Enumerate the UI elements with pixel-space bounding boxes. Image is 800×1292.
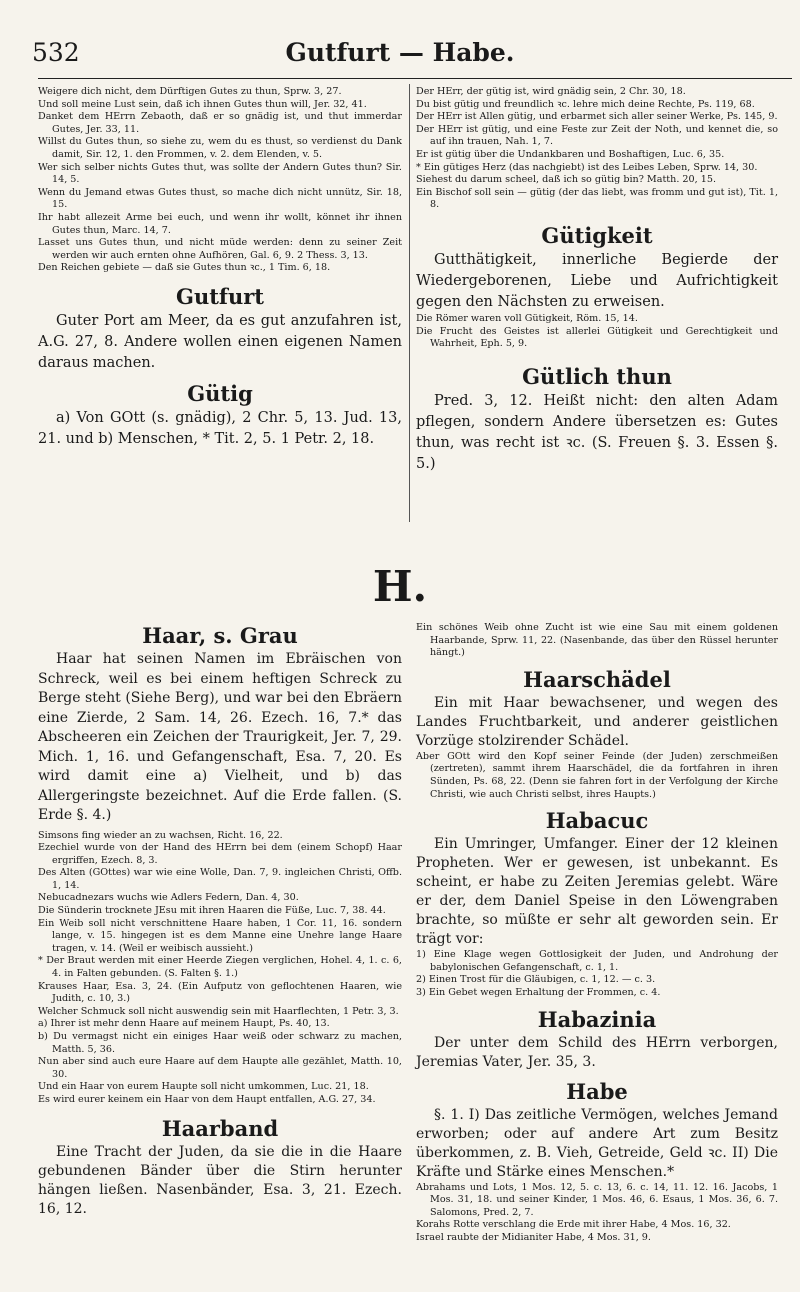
entry: Ezechiel wurde von der Hand des HErrn bei dem (einem Schopf) Haar ergriffen, Ezech. 8, 3. (38, 842, 402, 866)
entry: Die Frucht des Geistes ist allerlei Gütigkeit und Gerechtigkeit und Wahrheit, Eph. 5, 9. (416, 325, 778, 350)
entry: Der HErr ist Allen gütig, und erbarmet sich aller seiner Werke, Ps. 145, 9. (416, 111, 778, 123)
entry: Der HErr, der gütig ist, wird gnädig sein, 2 Chr. 30, 18. (416, 86, 686, 97)
entry: * Ein gütiges Herz (das nachgiebt) ist des Leibes Leben, Sprw. 14, 30. (416, 161, 758, 173)
entry: 3) Ein Gebet wegen Erhaltung der Frommen, c. 4. (416, 986, 661, 998)
entry: a) Ihrer ist mehr denn Haare auf meinem Haupt, Ps. 40, 13. (38, 1018, 330, 1030)
top-right-column (416, 86, 778, 475)
entry: Und ein Haar von eurem Haupte soll nicht umkommen, Luc. 21, 18. (38, 1081, 369, 1093)
entry: b) Du vermagst nicht ein einiges Haar weiß oder schwarz zu machen, Matth. 5, 36. (38, 1031, 402, 1055)
entry: 2) Einen Trost für die Gläubigen, c. 1, 12. — c. 3. (416, 974, 656, 986)
column-divider (409, 84, 410, 522)
headword-haarschaedel: Haarschädel (523, 666, 671, 692)
guetlich-text: Pred. 3, 12. Heißt nicht: den alten Adam pflegen, sondern Andere übersetzen es: Gutes thun, was recht ist ꝛc. (S. Freuen §. 3. Essen §. 5.) (416, 392, 778, 472)
guetig-text: a) Von GOtt (s. gnädig), 2 Chr. 5, 13. Jud. 13, 21. und b) Menschen, * Tit. 2, 5. 1 Petr. 2, 18. (38, 409, 402, 447)
entry: Korahs Rotte verschlang die Erde mit ihrer Habe, 4 Mos. 16, 32. (416, 1219, 731, 1231)
entry: Du bist gütig und freundlich ꝛc. lehre mich deine Rechte, Ps. 119, 68. (416, 98, 755, 110)
entry: Abrahams und Lots, 1 Mos. 12, 5. c. 13, 6. c. 14, 11. 12. 16. Jacobs, 1 Mos. 31, 18. und seiner Kinder, 1 Mos. 46, 6. Esaus, 1 Mos. 36, 6. 7. Salomons, Pred. 2, 7. (416, 1181, 778, 1218)
entry: Nebucadnezars wuchs wie Adlers Federn, Dan. 4, 30. (38, 892, 299, 904)
entry: Krauses Haar, Esa. 3, 24. (Ein Aufputz von geflochtenen Haaren, wie Judith, c. 10, 3.) (38, 980, 402, 1005)
habe-text: §. 1. I) Das zeitliche Vermögen, welches Jemand erworben; oder auf andere Art zum Besitz überkommen, z. B. Vieh, Getreide, Geld ꝛc. II) Die Kräfte und Stärke eines Menschen.* (416, 1106, 778, 1180)
entry: Aber GOtt wird den Kopf seiner Feinde (der Juden) zerschmeißen (zertreten), sammt ihrem Haarschädel, die da fortfahren in ihren Sünden, Ps. 68, 22. (Denn sie fahren fort in der Verfolgung der Kirche Christi, wie auch Christi selbst, ihres Haupts.) (416, 750, 778, 800)
entry: Er ist gütig über die Undankbaren und Boshaftigen, Luc. 6, 35. (416, 148, 725, 160)
habazinia-text: Der unter dem Schild des HErrn verborgen, Jeremias Vater, Jer. 35, 3. (416, 1034, 778, 1070)
headword-haarband: Haarband (161, 1115, 279, 1141)
entry: Israel raubte der Midianiter Habe, 4 Mos. 31, 9. (416, 1231, 651, 1243)
headword-habe: Habe (566, 1078, 628, 1104)
haarschaedel-text: Ein mit Haar bewachsener, und wegen des Landes Fruchtbarkeit, und anderer geistlichen Vorzüge stolzirender Schädel. (416, 694, 778, 749)
entry: Es wird eurer keinem ein Haar von dem Haupt entfallen, A.G. 27, 34. (38, 1093, 376, 1105)
bottom-left-column (38, 622, 402, 1219)
haarband-text: Eine Tracht der Juden, da sie die in die Haare gebundenen Bänder über die Stirn herunter hängen ließen. Nasenbänder, Esa. 3, 21. Ezech. 16, 12. (38, 1143, 402, 1217)
entry: Willst du Gutes thun, so siehe zu, wem du es thust, so verdienst du Dank damit, Sir. 12, 1. den Frommen, v. 2. dem Elenden, v. 5. (38, 136, 402, 160)
entry: Die Sünderin trocknete JEsu mit ihren Haaren die Füße, Luc. 7, 38. 44. (38, 905, 386, 917)
headword-guetlich-thun: Gütlich thun (522, 363, 672, 389)
haar-text: Haar hat seinen Namen im Ebräischen von Schreck, weil es bei einem heftigen Schreck zu Berge steht (Siehe Berg), und war bei den Ebräern eine Zierde, 2 Sam. 14, 26. Ezech. 16, 7.* das Abscheeren ein Zeichen der Traurigkeit, Jer. 7, 29. Mich. 1, 16. und Gefangenschaft, Esa. 7, 20. Es wird damit eine a) Vielheit, und b) das Allergeringste bezeichnet. Auf die Erde fallen. (S. Erde §. 4.) (38, 651, 402, 823)
running-head: Gutfurt — Habe. (285, 38, 515, 67)
entry: Danket dem HErrn Zebaoth, daß er so gnädig ist, und thut immerdar Gutes, Jer. 33, 11. (38, 111, 402, 135)
bottom-right-column (416, 622, 778, 1245)
entry: Lasset uns Gutes thun, und nicht müde werden: denn zu seiner Zeit werden wir auch ernten ohne Aufhören, Gal. 6, 9. 2 Thess. 3, 13. (38, 237, 402, 261)
entry: Ein schönes Weib ohne Zucht ist wie eine Sau mit einem goldenen Haarbande, Sprw. 11, 22. (Nasenbande, das über den Rüssel herunter hängt.) (416, 622, 778, 659)
page-number: 532 (32, 38, 80, 67)
entry: Und soll meine Lust sein, daß ich ihnen Gutes thun will, Jer. 32, 41. (38, 98, 367, 110)
entry: Nun aber sind auch eure Haare auf dem Haupte alle gezählet, Matth. 10, 30. (38, 1056, 402, 1080)
header-rule (38, 78, 792, 79)
entry: Des Alten (GOttes) war wie eine Wolle, Dan. 7, 9. ingleichen Christi, Offb. 1, 14. (38, 867, 402, 891)
entry: Weigere dich nicht, dem Dürftigen Gutes zu thun, Sprw. 3, 27. (38, 86, 342, 97)
headword-haar: Haar, s. Grau (142, 623, 298, 648)
top-left-column (38, 86, 402, 450)
gutfurt-text: Guter Port am Meer, da es gut anzufahren ist, A.G. 27, 8. Andere wollen einen eigenen Namen daraus machen. (38, 312, 402, 371)
headword-gutfurt: Gutfurt (176, 283, 264, 309)
headword-guetig: Gütig (187, 380, 253, 406)
entry: Ein Bischof soll sein — gütig (der das liebt, was fromm und gut ist), Tit. 1, 8. (416, 186, 778, 211)
entry: Der HErr ist gütig, und eine Feste zur Zeit der Noth, und kennet die, so auf ihn trauen, Nah. 1, 7. (416, 123, 778, 148)
entry: Ihr habt allezeit Arme bei euch, und wenn ihr wollt, könnet ihr ihnen Gutes thun, Marc. 14, 7. (38, 211, 402, 236)
entry: Wer sich selber nichts Gutes thut, was sollte der Andern Gutes thun? Sir. 14, 5. (38, 161, 402, 186)
entry: Siehest du darum scheel, daß ich so gütig bin? Matth. 20, 15. (416, 174, 716, 186)
section-letter: H. (372, 562, 428, 611)
entry: Den Reichen gebiete — daß sie Gutes thun ꝛc., 1 Tim. 6, 18. (38, 262, 331, 274)
entry: Ein Weib soll nicht verschnittene Haare haben, 1 Cor. 11, 16. sondern lange, v. 15. hingegen ist es dem Manne eine Unehre lange Haare tragen, v. 14. (Weil er weibisch aussieht.) (38, 917, 402, 954)
habacuc-text: Ein Umringer, Umfanger. Einer der 12 kleinen Propheten. Wer er gewesen, ist unbekannt. Es scheint, er habe zu Zeiten Jeremias gelebt. Wäre er der, dem Daniel Speise in den Löwengraben brachte, so müßte er sehr alt geworden sein. Er trägt vor: (416, 836, 778, 948)
entry: Simsons fing wieder an zu wachsen, Richt. 16, 22. (38, 829, 283, 841)
headword-habacuc: Habacuc (545, 808, 649, 834)
guetigkeit-text: Gutthätigkeit, innerliche Begierde der Wiedergeborenen, Liebe und Aufrichtigkeit gegen den Nächsten zu erweisen. (416, 251, 778, 310)
entry: Die Römer waren voll Gütigkeit, Röm. 15, 14. (416, 312, 638, 324)
entry: * Der Braut werden mit einer Heerde Ziegen verglichen, Hohel. 4, 1. c. 6, 4. in Falten gebunden. (S. Falten §. 1.) (38, 955, 402, 980)
headword-guetigkeit: Gütigkeit (541, 222, 653, 248)
headword-habazinia: Habazinia (537, 1006, 657, 1032)
entry: Wenn du Jemand etwas Gutes thust, so mache dich nicht unnütz, Sir. 18, 15. (38, 186, 402, 211)
entry: 1) Eine Klage wegen Gottlosigkeit der Juden, und Androhung der babylonischen Gefangenschaft, c. 1, 1. (416, 949, 778, 973)
entry: Welcher Schmuck soll nicht auswendig sein mit Haarflechten, 1 Petr. 3, 3. (38, 1005, 399, 1017)
